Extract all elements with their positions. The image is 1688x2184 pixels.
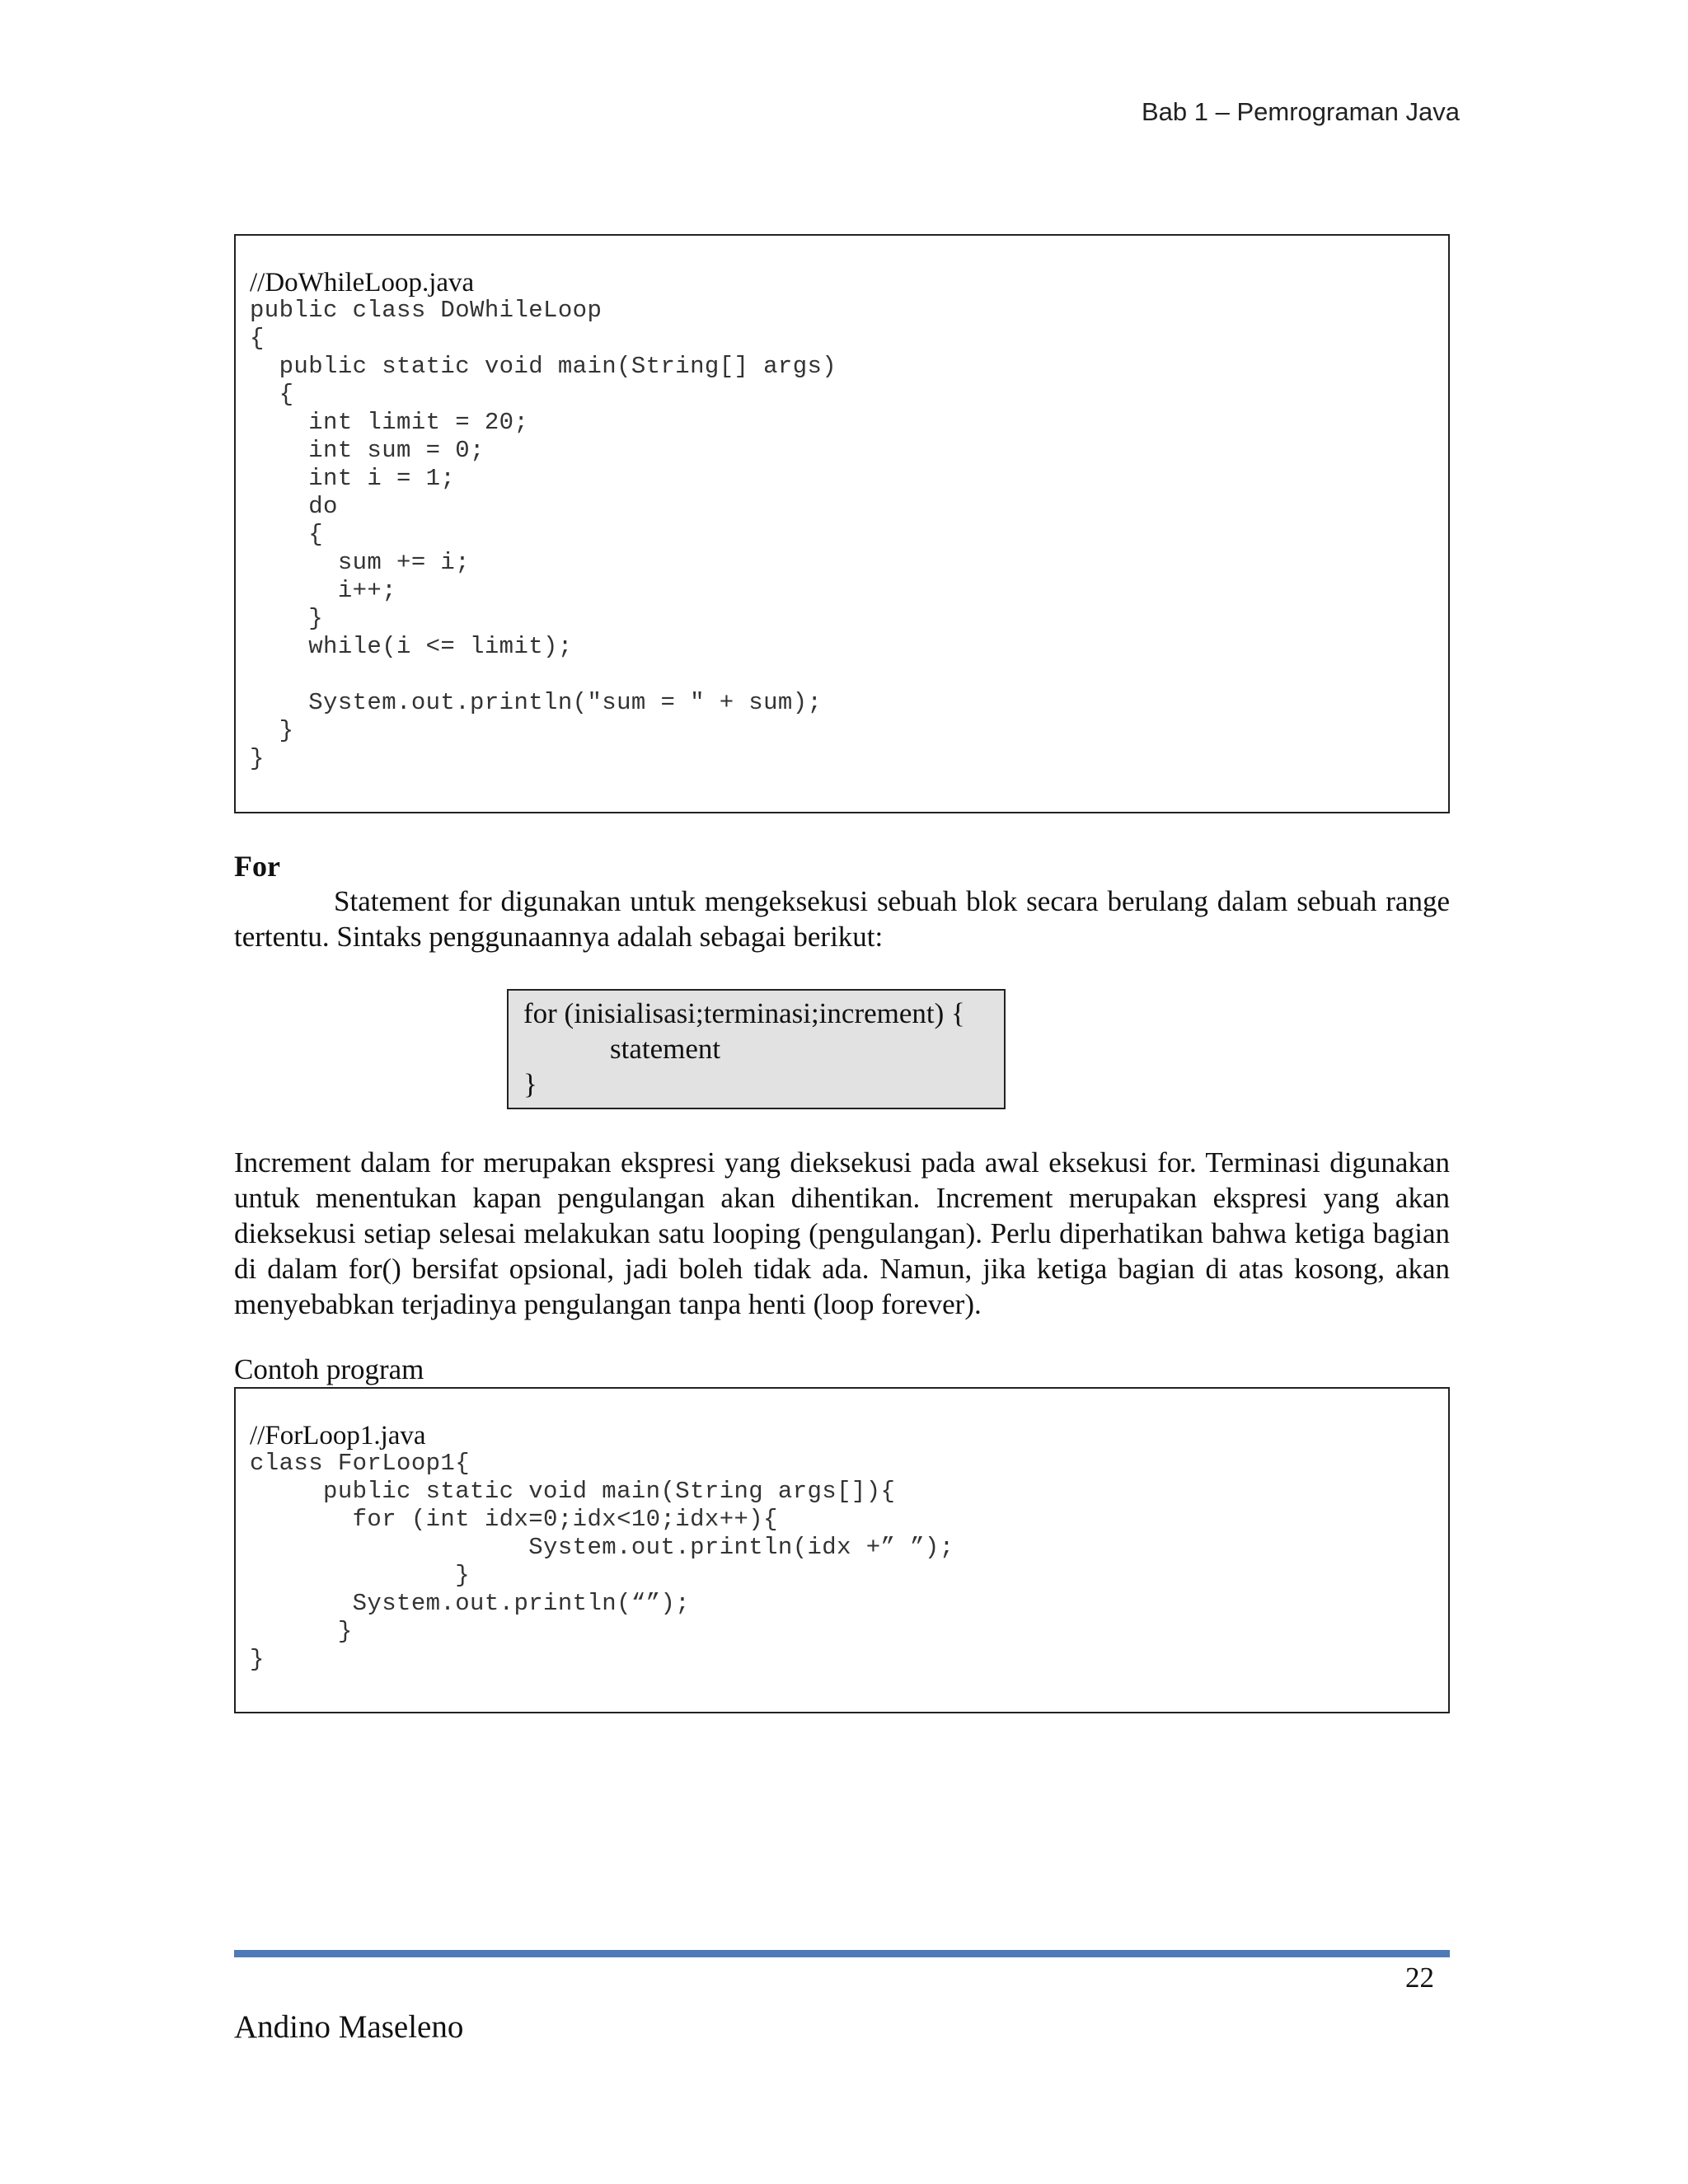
code-line: public static void main(String[] args): [250, 353, 837, 380]
code-line: System.out.println("sum = " + sum);: [250, 689, 823, 716]
code-line: int sum = 0;: [250, 437, 485, 464]
code-line: class ForLoop1{: [250, 1450, 471, 1477]
code-lines: [250, 1450, 1448, 1674]
syntax-line: }: [523, 1068, 537, 1100]
code-file-comment: //DoWhileLoop.java: [250, 268, 475, 298]
for-explanation-paragraph: Increment dalam for merupakan ekspresi yang dieksekusi pada awal eksekusi for. Terminasi digunakan untuk menentukan kapan pengulangan akan dihentikan. Increment merupakan ekspresi yang akan dieksekusi setiap selesai melakukan satu looping (pengulangan). Perlu diperhatikan bahwa ketiga bagian di dalam for() bersifat opsional, jadi boleh tidak ada. Namun, jika ketiga bagian di atas kosong, akan menyebabkan terjadinya pengulangan tanpa henti (loop forever).: [234, 1146, 1450, 1320]
footer-rule: [234, 1950, 1450, 1957]
syntax-line: statement: [523, 1033, 721, 1065]
code-line: do: [250, 493, 338, 520]
code-line: i++;: [250, 577, 397, 604]
code-line: System.out.println(idx +” ”);: [250, 1534, 954, 1561]
syntax-line: for (inisialisasi;terminasi;increment) {: [523, 997, 965, 1029]
code-block-forloop1: [234, 1387, 1450, 1713]
code-line: int limit = 20;: [250, 409, 529, 436]
example-label: Contoh program: [234, 1353, 424, 1385]
code-line: }: [250, 1562, 471, 1589]
code-lines: [250, 297, 1448, 773]
code-line: {: [250, 325, 265, 352]
code-line: sum += i;: [250, 549, 471, 576]
code-line: int i = 1;: [250, 465, 456, 492]
section-heading-for: For: [234, 850, 280, 883]
code-line: for (int idx=0;idx<10;idx++){: [250, 1506, 778, 1533]
code-block-dowhileloop: [234, 234, 1450, 813]
for-syntax-box: [507, 989, 1006, 1109]
code-line: public static void main(String args[]){: [250, 1478, 896, 1505]
code-line: while(i <= limit);: [250, 633, 573, 660]
code-line: }: [250, 605, 324, 632]
code-line: {: [250, 381, 294, 408]
code-line: {: [250, 521, 324, 548]
for-intro-paragraph: Statement for digunakan untuk mengeksekusi sebuah blok secara berulang dalam sebuah range tertentu. Sintaks penggunaannya adalah sebagai berikut:: [234, 885, 1450, 953]
code-line: }: [250, 1646, 265, 1673]
author-name: Andino Maseleno: [234, 2009, 464, 2045]
code-line: }: [250, 745, 265, 772]
code-line: }: [250, 1618, 353, 1645]
code-line: public class DoWhileLoop: [250, 297, 603, 324]
running-header: Bab 1 – Pemrograman Java: [1142, 97, 1460, 126]
code-line: System.out.println(“”);: [250, 1590, 691, 1617]
code-file-comment: //ForLoop1.java: [250, 1421, 426, 1451]
code-line: }: [250, 717, 294, 744]
page-number: 22: [1405, 1961, 1434, 1994]
code-line: [250, 661, 1448, 689]
